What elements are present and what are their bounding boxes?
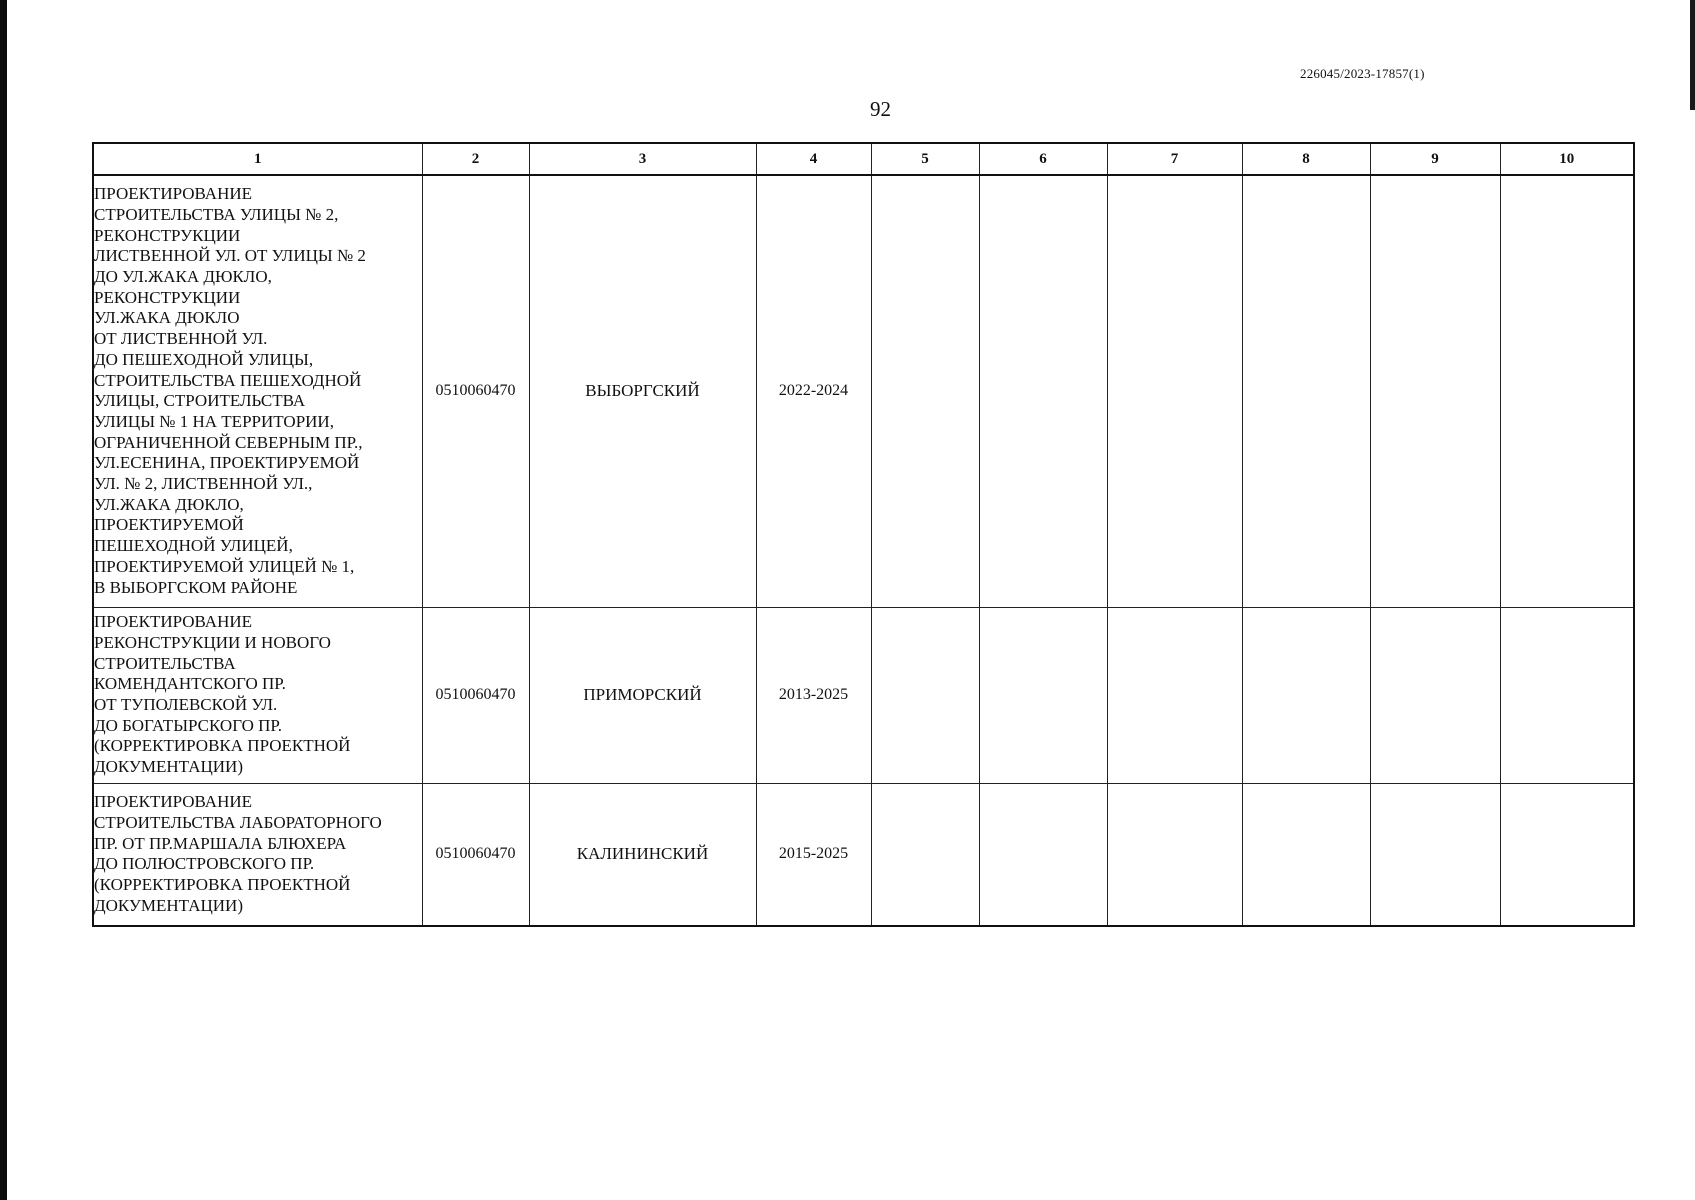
column-header-6: 6 — [979, 143, 1107, 175]
project-name-line: ДОКУМЕНТАЦИИ) — [94, 757, 243, 777]
empty-cell — [871, 783, 979, 926]
table-row — [93, 783, 1634, 926]
document-number: 226045/2023-17857(1) — [1300, 66, 1425, 81]
project-name-line: ДОКУМЕНТАЦИИ) — [94, 895, 243, 915]
empty-cell — [1500, 783, 1634, 926]
project-name-line: ПРОЕКТИРУЕМОЙ — [94, 515, 244, 535]
project-name-line: ПРОЕКТИРОВАНИЕ — [94, 184, 253, 204]
period-cell: 2015-2025 — [756, 783, 871, 926]
project-name-line: ЛИСТВЕННОЙ УЛ. ОТ УЛИЦЫ № 2 — [94, 246, 366, 266]
empty-cell — [979, 607, 1107, 783]
project-name-line: (КОРРЕКТИРОВКА ПРОЕКТНОЙ — [94, 736, 351, 756]
project-name-cell — [93, 607, 422, 783]
project-name-line: ОГРАНИЧЕННОЙ СЕВЕРНЫМ ПР., — [94, 432, 363, 452]
district-cell: ВЫБОРГСКИЙ — [529, 175, 756, 607]
project-name-line: ОТ ЛИСТВЕННОЙ УЛ. — [94, 329, 268, 349]
page-number: 92 — [870, 97, 891, 121]
empty-cell — [1242, 783, 1370, 926]
column-header-8: 8 — [1242, 143, 1370, 175]
empty-cell — [1370, 783, 1500, 926]
project-name-line: ДО ПОЛЮСТРОВСКОГО ПР. — [94, 854, 315, 874]
project-name-line: ДО ПЕШЕХОДНОЙ УЛИЦЫ, — [94, 349, 314, 369]
table-row — [93, 607, 1634, 783]
empty-cell — [871, 175, 979, 607]
code-cell: 0510060470 — [422, 607, 529, 783]
column-header-5: 5 — [871, 143, 979, 175]
project-name-line: ПР. ОТ ПР.МАРШАЛА БЛЮХЕРА — [94, 833, 347, 853]
code-cell: 0510060470 — [422, 175, 529, 607]
scan-right-edge — [1690, 0, 1695, 110]
empty-cell — [1500, 607, 1634, 783]
column-header-4: 4 — [756, 143, 871, 175]
column-header-1: 1 — [93, 143, 422, 175]
empty-cell — [979, 783, 1107, 926]
project-name-line: РЕКОНСТРУКЦИИ — [94, 287, 241, 307]
project-name-line: УЛИЦЫ, СТРОИТЕЛЬСТВА — [94, 391, 306, 411]
empty-cell — [1107, 175, 1242, 607]
project-name-line: ПРОЕКТИРУЕМОЙ УЛИЦЕЙ № 1, — [94, 556, 355, 576]
project-name-line: УЛ.ЖАКА ДЮКЛО — [94, 308, 240, 328]
project-name-line: РЕКОНСТРУКЦИИ И НОВОГО — [94, 632, 331, 652]
district-cell: КАЛИНИНСКИЙ — [529, 783, 756, 926]
header-row — [93, 143, 1634, 175]
column-header-10: 10 — [1500, 143, 1634, 175]
period-cell: 2013-2025 — [756, 607, 871, 783]
column-header-7: 7 — [1107, 143, 1242, 175]
project-name-line: ПРОЕКТИРОВАНИЕ — [94, 612, 253, 632]
project-name-line: (КОРРЕКТИРОВКА ПРОЕКТНОЙ — [94, 874, 351, 894]
project-name-line: СТРОИТЕЛЬСТВА УЛИЦЫ № 2, — [94, 204, 339, 224]
project-name-line: ПРОЕКТИРОВАНИЕ — [94, 792, 253, 812]
project-name-line: ДО УЛ.ЖАКА ДЮКЛО, — [94, 267, 272, 287]
scan-left-edge — [0, 0, 7, 1200]
project-name-cell — [93, 783, 422, 926]
column-header-9: 9 — [1370, 143, 1500, 175]
project-name-line: В ВЫБОРГСКОМ РАЙОНЕ — [94, 577, 298, 597]
projects-table — [92, 142, 1635, 927]
empty-cell — [1242, 175, 1370, 607]
empty-cell — [1370, 175, 1500, 607]
empty-cell — [871, 607, 979, 783]
empty-cell — [1107, 607, 1242, 783]
empty-cell — [1370, 607, 1500, 783]
code-cell: 0510060470 — [422, 783, 529, 926]
period-cell: 2022-2024 — [756, 175, 871, 607]
table-row — [93, 175, 1634, 607]
project-name-line: ПЕШЕХОДНОЙ УЛИЦЕЙ, — [94, 536, 293, 556]
project-name-line: РЕКОНСТРУКЦИИ — [94, 225, 241, 245]
project-name-line: КОМЕНДАНТСКОГО ПР. — [94, 674, 286, 694]
project-name-line: УЛ.ЕСЕНИНА, ПРОЕКТИРУЕМОЙ — [94, 453, 360, 473]
project-name-line: ОТ ТУПОЛЕВСКОЙ УЛ. — [94, 695, 278, 714]
project-name-line: УЛ.ЖАКА ДЮКЛО, — [94, 494, 244, 514]
empty-cell — [1107, 783, 1242, 926]
project-name-line: ДО БОГАТЫРСКОГО ПР. — [94, 715, 282, 735]
project-name-line: СТРОИТЕЛЬСТВА ПЕШЕХОДНОЙ — [94, 370, 362, 390]
empty-cell — [1242, 607, 1370, 783]
project-name-line: СТРОИТЕЛЬСТВА ЛАБОРАТОРНОГО — [94, 812, 382, 832]
column-header-2: 2 — [422, 143, 529, 175]
district-cell: ПРИМОРСКИЙ — [529, 607, 756, 783]
empty-cell — [979, 175, 1107, 607]
project-name-line: УЛ. № 2, ЛИСТВЕННОЙ УЛ., — [94, 474, 313, 494]
project-name-cell — [93, 175, 422, 607]
column-header-3: 3 — [529, 143, 756, 175]
project-name-line: УЛИЦЫ № 1 НА ТЕРРИТОРИИ, — [94, 411, 334, 431]
empty-cell — [1500, 175, 1634, 607]
project-name-line: СТРОИТЕЛЬСТВА — [94, 653, 236, 673]
